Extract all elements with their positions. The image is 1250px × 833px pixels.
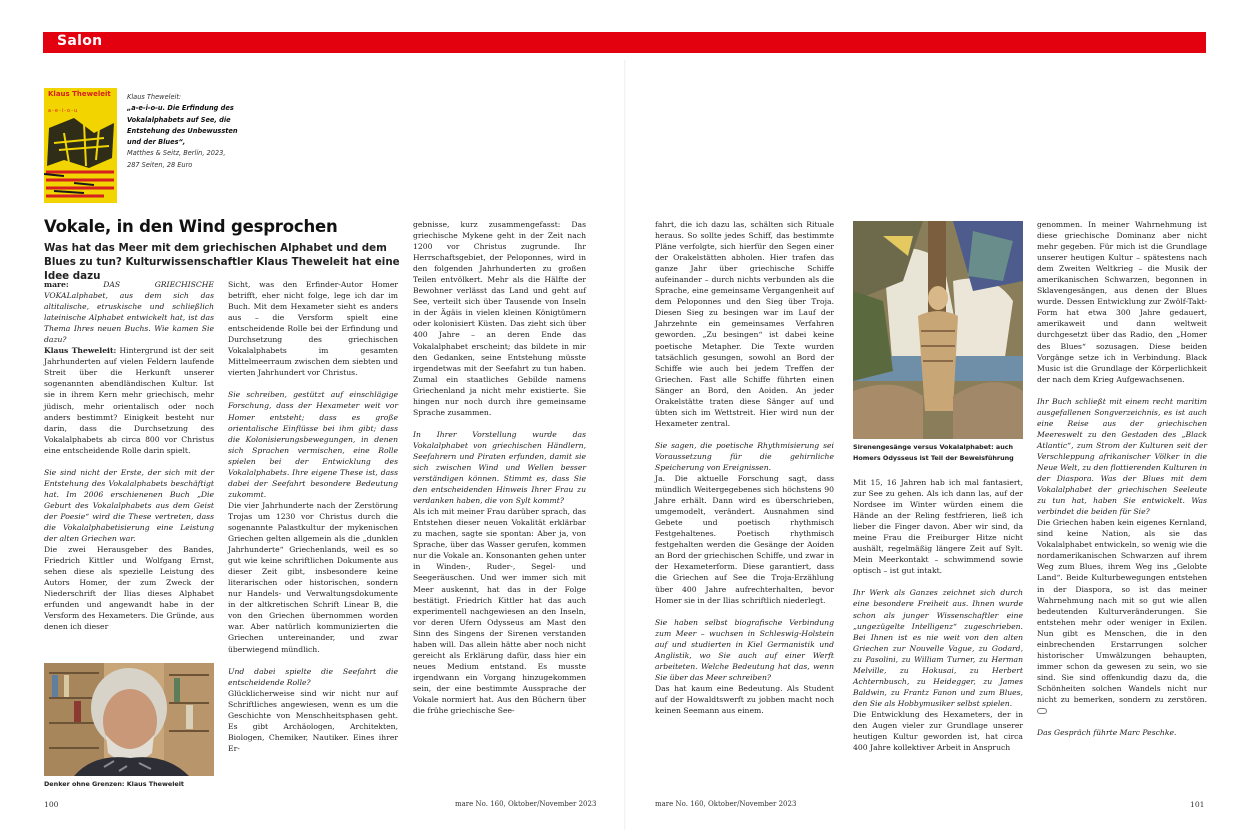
book-details: 287 Seiten, 28 Euro — [127, 160, 193, 169]
question: In Ihrer Vorstellung wurde das Vokalalphabet von griechischen Händlern, Seefahrern und Piraten erfunden, damit sie sich zwischen Wind und Wellen besser verständigen können. Stimmt es, dass Sie den entscheidenden Hinweis Ihrer Frau zu verdanken haben, die von Sylt kommt? — [413, 429, 586, 506]
answer: Die Entwicklung des Hexameters, der in den Augen vieler zur Grundlage unserer heutigen Kultur geworden ist, hat circa 400 Jahre kollektiver Arbeit in Anspruch — [853, 709, 1023, 753]
answer: Die vier Jahrhunderte nach der Zerstörung Trojas um 1230 vor Christus durch die sogenannte Palastkultur der mykenischen Griechen gelten allgemein als die „dunklen Jahrhunderte“ Griechenlands, weil es so gut wie keine schriftlichen Dokumente aus dieser Zeit gibt, insbesondere keine literarischen oder historischen, sondern nur Handels- und Verwaltungsdokumente in der altkretischen Schrift Linear B, die von den Griechen übernommen worden war. Aber natürlich kommunizierten die Griechen untereinander, und zwar überwiegend mündlich. — [228, 500, 398, 654]
column-3 — [413, 219, 586, 716]
page-gutter — [624, 60, 626, 830]
answer: genommen. In meiner Wahrnehmung ist diese griechische Dominanz aber nicht mehr gegeben. Für mich ist die Grundlage unserer heutigen Kultur – spätestens nach dem Zweiten Weltkrieg – die Musik der amerikanischen Schwarzen, begonnen in Sklavengesängen, aus denen der Blues wurde. Dessen Entwicklung zur Zwölf-Takt-Form hat etwa 300 Jahre gedauert, amerikaweit und dann weltweit durchgesetzt über das Radio, den „Homer des Blues“ sozusagen. Diese beiden Vorgänge setze ich in Verbindung. Black Music ist die Grundlage der Körperlichkeit der nach dem Krieg Aufgewachsenen. — [1037, 220, 1207, 384]
speaker-label: Klaus Theweleit: — [44, 346, 117, 356]
book-cover-image — [44, 88, 117, 203]
answer: Das hat kaum eine Bedeutung. Als Student auf der Howaldtswerft zu jobben macht noch keinen Seemann aus einem. — [655, 683, 834, 715]
question: Ihr Buch schließt mit einem recht maritim ausgefallenen Songverzeichnis, es ist auch eine Reise aus der griechischen Meereswelt zu den Gestaden des „Black Atlantic“, zum Strom der Kulturen seit der Verschleppung afrikanischer Völker in die Neue Welt, zu den flottierenden Kulturen in der Diaspora. Was der Blues mit dem Vokalalphabet der griechischen Seeleute zu tun hat, haben Sie entwickelt. Was verbindet die beiden für Sie? — [1037, 396, 1207, 517]
speaker-label: mare: — [44, 280, 69, 289]
odysseus-painting — [853, 221, 1023, 439]
portrait-photo — [44, 663, 214, 776]
column-5 — [853, 477, 1023, 753]
question: mare: DAS GRIECHISCHE VOKALalphabet, aus dem sich das altitalische, etruskische und schließlich lateinische Alphabet entwickelt hat, ist das Thema Ihres neuen Buchs. Wie kamen Sie dazu? — [44, 280, 214, 345]
book-cover-title: a-e-i-o-u — [48, 108, 79, 114]
answer: Klaus Theweleit: Hintergrund ist der seit Jahrhunderten auf vielen Feldern laufende Streit über die Herkunft unserer sogenannten abendländischen Kultur. Ist sie in ihrem Kern mehr griechisch, mehr jüdisch, mehr orientalisch oder noch anders bestimmt? Einigkeit besteht nur darin, dass die Durchsetzung des Vokalalphabets ab circa 800 vor Christus eine entscheidende Rolle darin spielt. — [44, 346, 214, 455]
question: Sie sagen, die poetische Rhythmisierung sei Voraussetzung für die gehirnliche Speicherung von Ereignissen. — [655, 440, 834, 472]
question: Sie sind nicht der Erste, der sich mit der Entstehung des Vokalalphabets beschäftigt hat. Im 2006 erschienenen Buch „Die Geburt des Vokalalphabets aus dem Geist der Poesie“ wird die These vertreten, dass die Vokalalphabetisierung eine Leistung der alten Griechen war. — [44, 467, 214, 544]
answer: Glücklicherweise sind wir nicht nur auf Schriftliches angewiesen, wenn es um die Geschichte von Menschheitsphasen geht. Es gibt Archäologen, Architekten, Biologen, Chemiker, Nautiker. Eines ihrer Er- — [228, 688, 398, 753]
answer: gebnisse, kurz zusammengefasst: Das griechische Mykene geht in der Zeit nach 1200 vor Christus zugrunde. Ihr Herrschaftsgebiet, der Peloponnes, wird in den folgenden Jahrhunderten zu großen Teilen entvölkert. Mehr als die Hälfte der Bewohner verlässt das Land und geht auf See, verteilt sich über Tausende von Inseln in der Ägäis in vielen kleinen Königtümern oder kolonisiert Küsten. Das zieht sich über 400 Jahre – an deren Ende das Vokalalphabet erscheint; das bildete in mir den Gedanken, seine Entstehung müsste irgendetwas mit der Seefahrt zu tun haben. Zumal ein staatliches Gebilde namens Griechenland ja nicht mehr existierte. Sie hingen nur noch durch ihre gemeinsame Sprache zusammen. — [413, 220, 586, 417]
answer: Ja. Die aktuelle Forschung sagt, dass mündlich Weitergegebenes sich höchstens 90 Jahre erhält. Dann wird es überschrieben, umgemodelt, verändert. Ausnahmen sind Gebete und poetisch rhythmisch Festgehaltenes. Poetisch rhythmisch festgehalten werden die Gesänge der Aoiden an Bord der griechischen Schiffe, und zwar in der Hexameterform. Diese garantiert, dass die Griechen auf See die Troja-Erzählung über 400 Jahre aufrechterhalten, bevor Homer sie in der Ilias schriftlich niederlegt. — [655, 474, 834, 605]
page-number-right: 101 — [1190, 800, 1205, 809]
column-1 — [44, 279, 214, 632]
issue-line-right: mare No. 160, Oktober/November 2023 — [655, 800, 797, 808]
article-dek: Was hat das Meer mit dem griechischen Alphabet und dem Blues zu tun? Kulturwissenschaftler Klaus Theweleit hat eine Idee dazu — [44, 242, 400, 282]
question: Und dabei spielte die Seefahrt die entscheidende Rolle? — [228, 666, 398, 687]
column-6 — [1037, 219, 1207, 738]
page-number-left: 100 — [44, 800, 59, 809]
question: Sie haben selbst biografische Verbindung zum Meer – wuchsen in Schleswig-Holstein auf und studierten in Kiel Germanistik und Anglistik, wo Sie auch auf einer Werft arbeiteten. Welche Bedeutung hat das, wenn Sie über das Meer schreiben? — [655, 617, 834, 682]
answer: Sicht, was den Erfinder-Autor Homer betrifft, eher nicht folge, lege ich dar im Buch. Mit dem Hexameter sieht es anders aus – die Versform spielt eine entscheidende Rolle bei der Erfindung und Durchsetzung des griechischen Vokalalphabets im gesamten Mittelmeerraum zwischen dem siebten und vierten Jahrhundert vor Christus. — [228, 280, 398, 378]
portrait-image — [44, 663, 214, 776]
book-title: „a-e-i-o-u. Die Erfindung des Vokalalphabets auf See, die Entstehung des Unbewussten und der Blues“, — [127, 104, 238, 147]
article-headline: Vokale, in den Wind gesprochen — [44, 217, 338, 236]
column-2 — [228, 279, 398, 754]
interview-credit: Das Gespräch führte Marc Peschke. — [1037, 728, 1177, 738]
book-author: Klaus Theweleit: — [127, 93, 182, 101]
portrait-caption: Denker ohne Grenzen: Klaus Theweleit — [44, 780, 184, 788]
issue-line-left: mare No. 160, Oktober/November 2023 — [455, 800, 597, 808]
section-label: Salon — [57, 33, 103, 49]
book-publisher: Matthes & Seitz, Berlin, 2023, — [127, 149, 226, 158]
answer: Mit 15, 16 Jahren hab ich mal fantasiert, zur See zu gehen. Als ich dann las, auf der Nordsee im Winter würden einem die Hände an der Reling festfrieren, ließ ich lieber die Finger davon. Aber wir sind, da meine Frau die Freiburger Hitze nicht aushält, regelmäßig längere Zeit auf Sylt. Mein Meerkontakt – schwimmend sowie optisch – ist gut intakt. — [853, 478, 1023, 576]
column-4 — [655, 219, 834, 716]
section-header-bar — [43, 32, 1206, 53]
question: Ihr Werk als Ganzes zeichnet sich durch eine besondere Freiheit aus. Ihnen wurde schon als junger Wissenschaftler eine „ungezügelte Intelligenz“ zugeschrieben. Bei Ihnen ist es nie weit von den alten Griechen zur Nouvelle Vague, zu Godard, zu Pasolini, zu William Turner, zu Herman Melville, zu Hokusai, zu Herbert Achternbusch, zu Heidegger, zu James Baldwin, zu Frantz Fanon und zum Blues, den Sie als Hobbymusiker selbst spielen. — [853, 588, 1023, 708]
book-cover-artwork — [44, 88, 117, 203]
end-mark-icon — [1037, 708, 1047, 714]
answer: Die zwei Herausgeber des Bandes, Friedrich Kittler und Wolfgang Ernst, sehen diese als spezielle Leistung des Autors Homer, der zum Zweck der Niederschrift der Ilias dieses Alphabet erfunden und angewandt habe in der Versform des Hexameters. Die Gründe, aus denen ich dieser — [44, 545, 214, 632]
book-cover-author: Klaus Theweleit — [48, 90, 111, 98]
question: Sie schreiben, gestützt auf einschlägige Forschung, dass der Hexameter weit vor Homer entsteht; dass es große orientalische Einflüsse bei ihm gibt; dass die Kolonisierungsbewegungen, in denen sich Sprachen vermischen, eine Rolle spielen bei der Entwicklung des Vokalalphabets. Ihre eigene These ist, dass dabei der Seefahrt besondere Bedeutung zukommt. — [228, 390, 398, 499]
answer: fahrt, die ich dazu las, schälten sich Rituale heraus. So sollte jedes Schiff, das bestimmte Pläne verfolgte, sich hierfür den Segen einer der Orakelstätten abholen. Hier trafen das ganze Jahr über griechische Schiffe aufeinander – durch nichts verbunden als die Sprache, eine gemeinsame Vergangenheit auf dem Peloponnes und den Sieg über Troja. Diesen Sieg zu besingen war im Lauf der Jahrzehnte ein gemeinsames Verfahren geworden. „Zu besingen“ ist dabei keine poetische Metapher. Die Texte wurden tatsächlich gesungen, sowohl an Bord der Schiffe wie auch bei jedem Treffen der Griechen. Fast alle Schiffe führten einen Sänger an Bord, den Aoiden. An jeder Orakelstätte traten diese Sänger auf und übten sich im Wettstreit. Hier wird nun der Hexameter zentral. — [655, 220, 834, 428]
painting-image — [853, 221, 1023, 439]
book-info — [127, 92, 247, 171]
painting-caption: Sirenengesänge versus Vokalalphabet: auch Homers Odysseus ist Teil der Beweisführung — [853, 443, 1014, 462]
answer: Die Griechen haben kein eigenes Kernland, sind keine Nation, als sie das Vokalalphabet entwickeln, so wenig wie die nordamerikanischen Schwarzen auf ihrem Weg zum Blues, ihrem Weg ins „Gelobte Land“. Beide Kulturbewegungen entstehen in der Diaspora, so ist das meiner Wahrnehmung nach mit so gut wie allen bedeutenden Kulturveränderungen. Sie entstehen mehr oder weniger in Exilen. Nun gibt es Menschen, die in den einbrechenden Erstarrungen solcher historischer Umwälzungen behaupten, immer schon da gewesen zu sein, wo sie sind. Sie sind offenkundig dazu da, die Schönheiten solchen Wandels nicht nur nicht zu bemerken, sondern zu zerstören. — [1037, 517, 1207, 716]
answer: Als ich mit meiner Frau darüber sprach, das Entstehen dieser neuen Vokalität erklärbar zu machen, sagte sie spontan: Aber ja, von Sprache, über das Wasser gerufen, kommen nur die Vokale an. Konsonanten gehen unter in Winden-, Ruder-, Segel- und Seegeräuschen. Und wer immer sich mit Meer auskennt, hat das in der Folge bestätigt. Friedrich Kittler hat das auch experimentell nachgewiesen an den Inseln, vor deren Ufern Odysseus am Mast den Sinn des Singens der Sirenen verstanden haben will. Das allein hätte aber noch nicht gereicht als Erklärung dafür, dass hier ein neues Medium entstand. Es musste irgendwann ein Vorgang hinzugekommen sein, der eine bestimmte Aussprache der Vokale normiert hat. Aus den Büchern über die frühe griechische See- — [413, 507, 586, 716]
